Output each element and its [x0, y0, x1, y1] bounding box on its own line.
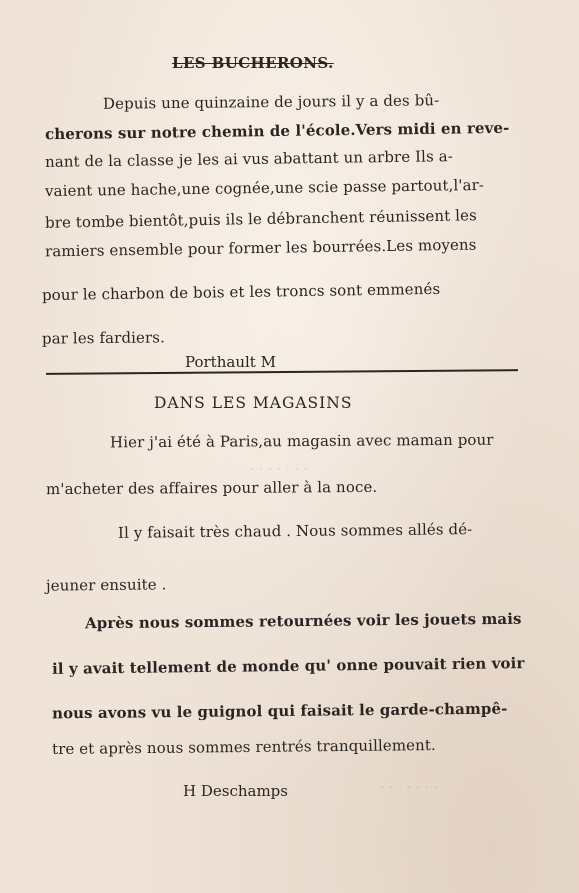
section2-line-3: Il y faisait très chaud . Nous sommes allés dé- — [117, 520, 473, 542]
section2-title: DANS LES MAGASINS — [154, 394, 353, 412]
section2-line-5: Après nous sommes retournées voir les jouets mais — [84, 609, 522, 633]
section2-line-6: il y avait tellement de monde qu' onne pouvait rien voir — [51, 654, 525, 678]
show-through-text: · · · · · · · — [380, 780, 438, 796]
section1-line-4: vaient une hache,une cognée,une scie passe partout,l'ar- — [44, 175, 485, 201]
section1-line-2: cherons sur notre chemin de l'école.Vers midi en reve- — [44, 118, 510, 144]
section1-signature: Porthault M — [185, 353, 276, 371]
section1-line-7: pour le charbon de bois et les troncs sont emmenés — [41, 279, 441, 305]
show-through-text: · · · · · · · — [250, 462, 308, 478]
section2-line-7: nous avons vu le guignol qui faisait le garde-champê- — [51, 699, 508, 723]
section1-line-5: bre tombe bientôt,puis ils le débranchent réunissent les — [44, 206, 478, 232]
section1-title: LES BUCHERONS. — [172, 54, 334, 72]
section-divider — [46, 369, 518, 375]
section1-line-6: ramiers ensemble pour former les bourrées.Les moyens — [44, 235, 477, 261]
section2-line-2: m'acheter des affaires pour aller à la noce. — [45, 477, 378, 499]
section2-line-4: jeuner ensuite . — [45, 575, 167, 595]
section2-line-1: Hier j'ai été à Paris,au magasin avec maman pour — [109, 430, 494, 452]
section2-line-8: tre et après nous sommes rentrés tranquillement. — [51, 735, 436, 759]
section1-line-8: par les fardiers. — [41, 328, 165, 348]
section2-signature: H Deschamps — [183, 782, 288, 800]
section1-line-1: Depuis une quinzaine de jours il y a des bû- — [102, 91, 440, 113]
section1-line-3: nant de la classe je les ai vus abattant un arbre Ils a- — [44, 147, 454, 171]
